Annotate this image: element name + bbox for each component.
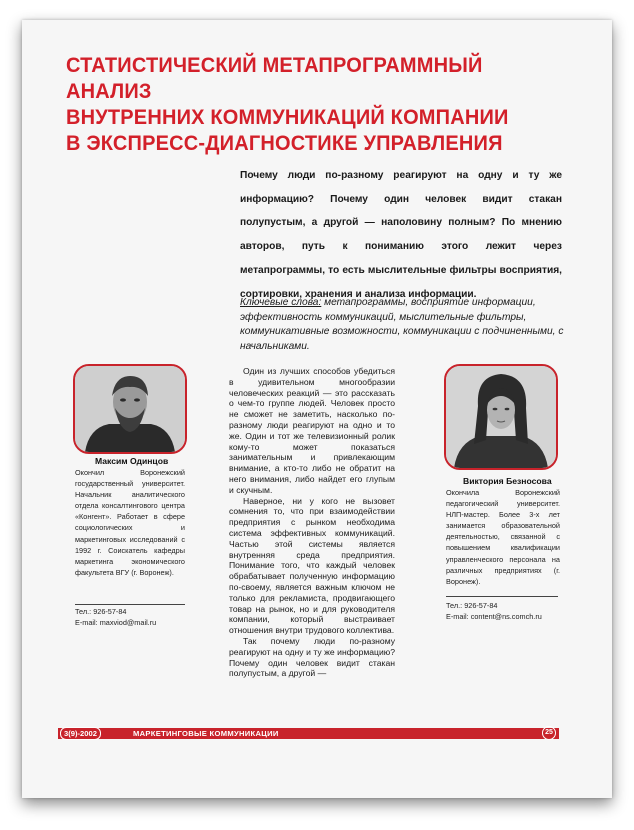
author-bio: Окончил Воронежский государственный университет. Начальник аналитического отдела консалтингового центра «Конгент». Работает в сфере социологических и маркетинговых исследований с 1992 г. Соискатель кафедры маркетинга экономического факультета ВГУ (г. Воронеж).: [75, 468, 185, 577]
author-name: Виктория Безносова: [463, 476, 552, 486]
author-name: Максим Одинцов: [95, 456, 169, 466]
author-phone: Тел.: 926-57-84: [75, 607, 127, 616]
author-email: E-mail: content@ns.comch.ru: [446, 612, 542, 621]
keywords-text: метапрограммы, восприятие информации, эффективность коммуникаций, мыслительные фильтры, коммуникативные возможности, коммуникации с подчиненными, с начальниками.: [240, 297, 564, 352]
keywords: [240, 296, 570, 354]
author-bio: Окончила Воронежский педагогический университет. НЛП-мастер. Более 3-х лет занимается образовательной деятельностью, связанной с повышением квалификации управленческого персонала на различных предприятиях (г. Воронеж).: [446, 488, 560, 586]
divider: [75, 604, 185, 605]
article-body: [229, 366, 395, 679]
body-paragraph: Один из лучших способов убедиться в удивительном многообразии человеческих реакций — это рассказать о чем-то группе людей. Человек просто не сможет не заметить, насколько по-разному люди реагируют на одно и то же. Один и тот же телевизионный ролик кому-то может показаться занимательным и привлекающим внимание, а кто-то либо не обратит на него внимания, либо найдет его глупым и скучным.: [229, 366, 395, 495]
author-phone: Тел.: 926-57-84: [446, 601, 498, 610]
divider: [446, 596, 558, 597]
body-paragraph: Так почему люди по-разному реагируют на одну и ту же информацию? Почему один человек видит стакан полупустым, а другой —: [229, 635, 395, 679]
author-photo-odintsov: [73, 364, 187, 454]
author-photo-beznosova: [444, 364, 558, 470]
page-number: 25: [542, 726, 556, 740]
issue-number: 3(9)-2002: [60, 727, 101, 740]
author-email: E-mail: maxviod@mail.ru: [75, 618, 157, 627]
article-lead: Почему люди по-разному реагируют на одну и ту же информацию? Почему один человек видит стакан полупустым, а другой — наполовину полным? По мнению авторов, путь к пониманию этого лежит через метапрограммы, то есть мыслительные фильтры восприятия, сортировки, хранения и анализа информации.: [240, 170, 562, 300]
article-title: СТАТИСТИЧЕСКИЙ МЕТАПРОГРАММНЫЙ АНАЛИЗ ВНУТРЕННИХ КОММУНИКАЦИЙ КОМПАНИИ В ЭКСПРЕСС-ДИАГНОСТИКЕ УПРАВЛЕНИЯ: [66, 53, 509, 155]
keywords-label: Ключевые слова:: [240, 297, 322, 308]
section-name: МАРКЕТИНГОВЫЕ КОММУНИКАЦИИ: [133, 729, 279, 738]
body-paragraph: Наверное, ни у кого не вызовет сомнения то, что при взаимодействии предприятия с рынком необходима система эффективных коммуникаций. Частью этой системы является внутренняя среда предприятия. Понимание того, что каждый человек обрабатывает полученную информацию по-своему, является важным ключом не только для рекламиста, продвигающего товар на рынок, но и для руководителя компании, который выстраивает отношения внутри трудового коллектива.: [229, 495, 395, 636]
